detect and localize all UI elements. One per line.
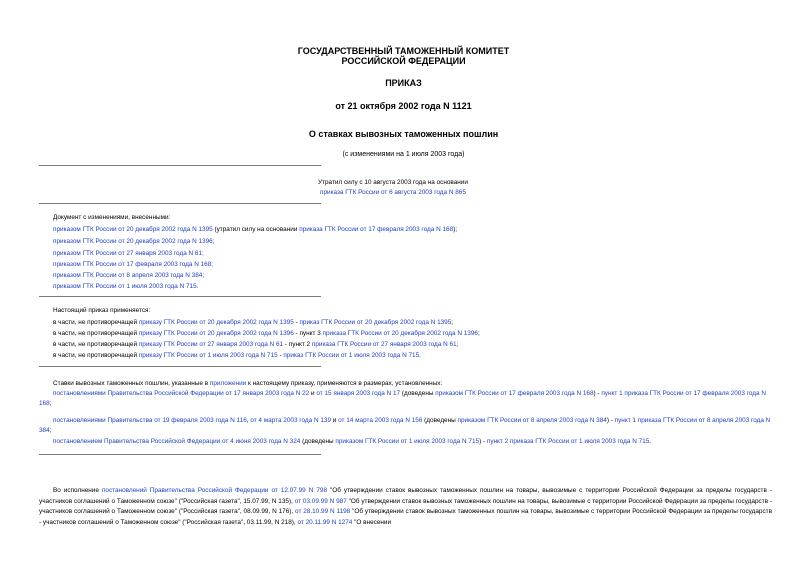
applies-link[interactable]: приказ ГТК России от 20 декабря 2002 года N 1395 bbox=[299, 319, 452, 326]
resolution-link[interactable]: от 28.10.99 N 1198 bbox=[295, 508, 351, 515]
applies-row: в части, не противоречащей приказу ГТК России от 20 декабря 2002 года N 1396 - пункт 3 приказа ГТК России от 20 декабря 2002 года N 1396; bbox=[53, 330, 480, 337]
amendment-link[interactable]: приказом ГТК России от 8 апреля 2003 года N 384; bbox=[53, 272, 205, 279]
applies-row: в части, не противоречащей приказу ГТК России от 27 января 2003 года N 61 - пункт 2 приказа ГТК России от 27 января 2003 года N 61; bbox=[53, 341, 459, 348]
amendment-link[interactable]: приказом ГТК России от 17 февраля 2003 года N 168; bbox=[53, 261, 214, 268]
resolution-link[interactable]: от 15 января 2003 года N 17 bbox=[316, 390, 401, 397]
applies-link[interactable]: приказу ГТК России от 20 декабря 2002 года N 1395 bbox=[138, 319, 294, 326]
org-name-line1: ГОСУДАРСТВЕННЫЙ ТАМОЖЕННЫЙ КОМИТЕТ bbox=[297, 46, 510, 56]
divider bbox=[39, 366, 321, 367]
order-link[interactable]: пункт 1 приказа ГТК России от 8 апреля 2003 года N 384 bbox=[39, 417, 771, 434]
applies-row: в части, не противоречащей приказу ГТК России от 20 декабря 2002 года N 1395 - приказ ГТК России от 20 декабря 2002 года N 1395; bbox=[53, 319, 454, 326]
order-link[interactable]: пункт 2 приказа ГТК России от 1 июля 2003 года N 715 bbox=[486, 438, 650, 445]
doc-date-number: от 21 октября 2002 года N 1121 bbox=[335, 101, 472, 111]
divider bbox=[39, 296, 321, 297]
applies-link[interactable]: приказа ГТК России от 20 декабря 2002 года N 1396 bbox=[322, 330, 478, 337]
lost-force-text: Утратил силу с 10 августа 2003 года на основании bbox=[318, 179, 468, 186]
applies-row: в части, не противоречащей приказу ГТК России от 1 июля 2003 года N 715 - приказ ГТК России от 1 июля 2003 года N 715. bbox=[53, 352, 421, 359]
applies-link[interactable]: приказа ГТК России от 27 января 2003 года N 61 bbox=[311, 341, 457, 348]
order-link[interactable]: приказом ГТК России от 1 июля 2003 года N 715 bbox=[335, 438, 480, 445]
resolution-link[interactable]: постановлений Правительства Российской Федерации от 12.07.99 N 798 bbox=[101, 487, 328, 494]
applies-link[interactable]: приказу ГТК России от 27 января 2003 года N 61 bbox=[138, 341, 284, 348]
resolution-link[interactable]: постановлениями Правительства Российской Федерации от 17 января 2003 года N 22 bbox=[53, 390, 310, 397]
rates-intro: Ставки вывозных таможенных пошлин, указанные в приложении к настоящему приказу, применяются в размерах, установленных: bbox=[53, 380, 443, 387]
rates-paragraph-1: постановлениями Правительства Российской Федерации от 17 января 2003 года N 22 и от 15 января 2003 года N 17 (доведены приказом ГТК России от 17 февраля 2003 года N 168) - пункт 1 приказа ГТК России от 17 февраля 2003 года N 168; bbox=[39, 390, 766, 407]
lost-force-link[interactable]: приказа ГТК России от 6 августа 2003 года N 865 bbox=[320, 189, 466, 196]
resolution-link[interactable]: постановлениями Правительства от 19 февраля 2003 года N 116 bbox=[53, 417, 247, 424]
rates-paragraph-3: постановлением Правительства Российской Федерации от 4 июня 2003 года N 324 (доведены приказом ГТК России от 1 июля 2003 года N 715) - пункт 2 приказа ГТК России от 1 июля 2003 года N 715. bbox=[53, 438, 652, 445]
applies-heading: Настоящий приказ применяется: bbox=[53, 307, 151, 314]
applies-link[interactable]: приказ ГТК России от 1 июля 2003 года N 715 bbox=[283, 352, 420, 359]
amendment-link[interactable]: приказом ГТК России от 27 января 2003 года N 61; bbox=[53, 250, 204, 257]
applies-link[interactable]: приказу ГТК России от 1 июля 2003 года N 715 bbox=[138, 352, 278, 359]
body-paragraph: Во исполнение постановлений Правительства Российской Федерации от 12.07.99 N 798 "Об утверждении ставок вывозных таможенных пошлин на товары, вывозимые с территории Российской Федерации за пределы государств - участников соглашений о Таможенном союзе" ("Российская газета", 15.07.99, N 135), от 03.09.99 N 987 "Об утверждении ставок вывозных таможенных пошлин на товары, вывозимые с территории Российской Федерации за пределы государств - участников соглашений о Таможенном союзе" ("Российская газета", 08.09.99, N 176), от 28.10.99 N 1198 "Об утверждении ставок вывозных таможенных пошлин на товары, вывозимые с территории Российской Федерации за пределы государств - участников соглашений о Таможенном союзе" ("Российская газета", 03.11.99, N 218), от 20.11.99 N 1274 "О внесении bbox=[39, 487, 772, 526]
amendment-link[interactable]: приказом ГТК России от 1 июля 2003 года N 715. bbox=[53, 283, 199, 290]
order-link[interactable]: пункт 1 приказа ГТК России от 17 февраля 2003 года N 168 bbox=[39, 390, 766, 407]
divider bbox=[39, 165, 321, 166]
amendment-note: (с изменениями на 1 июля 2003 года) bbox=[342, 151, 465, 158]
amendment-link[interactable]: приказом ГТК России от 20 декабря 2002 года N 1395 bbox=[53, 226, 213, 233]
resolution-link[interactable]: от 03.09.99 N 987 bbox=[294, 497, 347, 505]
rates-paragraph-2: постановлениями Правительства от 19 февраля 2003 года N 116, от 4 марта 2003 года N 139 и от 14 марта 2003 года N 156 (доведены приказом ГТК России от 8 апреля 2003 года N 384) - пункт 1 приказа ГТК России от 8 апреля 2003 года N 384; bbox=[39, 417, 771, 434]
order-link[interactable]: приказом ГТК России от 17 февраля 2003 года N 168 bbox=[435, 390, 594, 397]
amendment-link[interactable]: приказа ГТК России от 17 февраля 2003 года N 168 bbox=[299, 226, 454, 233]
resolution-link[interactable]: от 14 марта 2003 года N 156 bbox=[338, 417, 423, 424]
divider bbox=[39, 203, 321, 204]
resolution-link[interactable]: от 4 марта 2003 года N 139 bbox=[250, 417, 332, 424]
divider bbox=[39, 454, 321, 455]
doc-type: ПРИКАЗ bbox=[385, 78, 422, 88]
resolution-link[interactable]: постановлением Правительства Российской Федерации от 4 июня 2003 года N 324 bbox=[53, 438, 301, 445]
appendix-link[interactable]: приложении bbox=[209, 380, 247, 387]
org-name-line2: РОССИЙСКОЙ ФЕДЕРАЦИИ bbox=[341, 56, 466, 66]
amendment-link[interactable]: приказом ГТК России от 20 декабря 2002 года N 1396; bbox=[53, 238, 215, 245]
amendments-item: приказом ГТК России от 20 декабря 2002 года N 1395 (утратил силу на основании приказа ГТК России от 17 февраля 2003 года N 168); bbox=[53, 226, 458, 233]
doc-title: О ставках вывозных таможенных пошлин bbox=[308, 129, 499, 139]
resolution-link[interactable]: от 20.11.99 N 1274 bbox=[297, 518, 353, 526]
applies-link[interactable]: приказу ГТК России от 20 декабря 2002 года N 1396 bbox=[138, 330, 294, 337]
amendments-heading: Документ с изменениями, внесенными: bbox=[53, 214, 171, 221]
order-link[interactable]: приказом ГТК России от 8 апреля 2003 года N 384 bbox=[457, 417, 607, 424]
